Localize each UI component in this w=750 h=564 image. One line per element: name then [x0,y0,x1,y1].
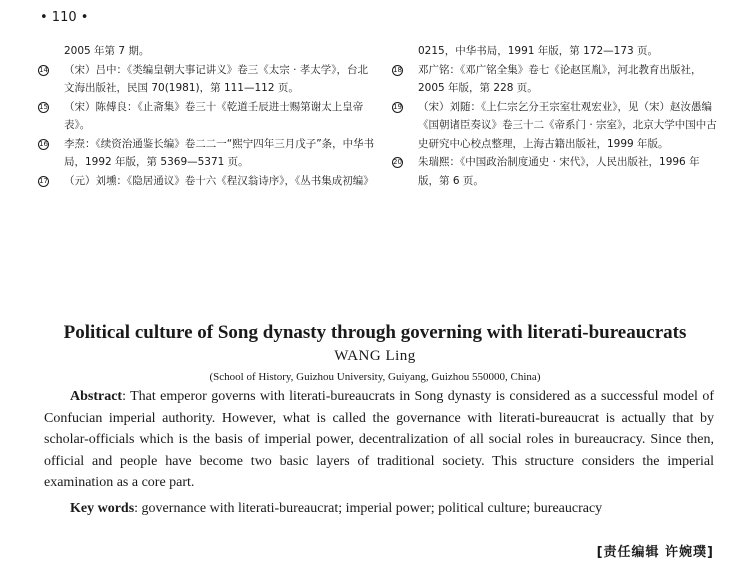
footnote-marker: 17 [39,176,48,185]
footnote-text: 邓广铭：《邓广铭全集》卷七《论赵匡胤》，河北教育出版社，2005 年版，第 228 页。 [418,63,702,94]
keywords-text: : governance with literati-bureaucrat; imperial power; political culture; bureaucracy [134,501,603,516]
author-affiliation: (School of History, Guizhou University, Guiyang, Guizhou 550000, China) [209,371,541,383]
footnote-marker: 18 [393,65,402,74]
footnote-marker: 20 [393,158,402,166]
footnote-marker: 19 [393,102,402,111]
footnote-19 [390,98,720,154]
abstract-label: Abstract [70,389,123,404]
english-title: Political culture of Song dynasty through governing with literati-bureaucrats [63,322,687,343]
footnote-text: （元）刘壎：《隐居通议》卷十六《程汉翁诗序》，《丛书集成初编》 [64,174,374,187]
footnote-20 [390,153,720,190]
footnote-text: 2005 年第 7 期。 [64,45,150,57]
keywords-label: Key words [70,501,135,516]
footnote-17 [36,172,376,191]
footnote-text: 0215，中华书局，1991 年版，第 172—173 页。 [418,45,659,57]
abstract-paragraph [44,386,714,494]
author-name: WANG Ling [334,348,416,364]
footnote-text: （宋）刘随：《上仁宗乞分王宗室壮观宏业》，见（宋）赵汝愚编《国朝诸臣奏议》卷三十二《帝系门 · 宗室》，北京大学中国中古史研究中心校点整理，上海古籍出版社，1999 年版。 [418,100,717,150]
footnote-marker: 14 [39,65,48,74]
footnote-marker: 16 [39,139,48,148]
responsible-editor: [责任编辑 许婉璞] [596,545,714,560]
footnote-15 [36,98,376,135]
footnote-marker: 15 [39,102,48,111]
footnote-text: （宋）吕中：《类编皇朝大事记讲义》卷三《太宗 · 孝太学》，台北文海出版社，民国 70(1981)，第 111—112 页。 [64,63,369,94]
page-number: • 110 • [40,10,89,25]
footnote-continuation [36,42,376,61]
footnote-text: （宋）陈傅良：《止斋集》卷三十《乾道壬辰进士赐第谢太上皇帝表》。 [64,100,364,131]
footnote-14 [36,61,376,98]
footnote-text: 朱瑞熙：《中国政治制度通史 · 宋代》，人民出版社，1996 年版，第 6 页。 [418,156,700,187]
footnote-16 [36,135,376,172]
footnote-text: 李焘：《续资治通鉴长编》卷二二一“熙宁四年三月戊子”条，中华书局，1992 年版，第 5369—5371 页。 [64,137,375,168]
footnotes-left-column [36,42,376,190]
footnote-18 [390,61,720,98]
keywords-paragraph [44,499,714,519]
footnote-continuation [390,42,720,61]
abstract-text: : That emperor governs with literati-bureaucrats in Song dynasty is considered as a successful model of Confucian imperial authority. However, what is called the governance with literati-bureaucrat is actually that by scholar-officials which is the basis of imperial power, decentralization of all social roles in bureaucracy. Since then, official and people have become two basic layers of traditional society. This structure considers the imperial examination as a core part. [44,389,714,490]
footnotes-right-column [390,42,720,190]
